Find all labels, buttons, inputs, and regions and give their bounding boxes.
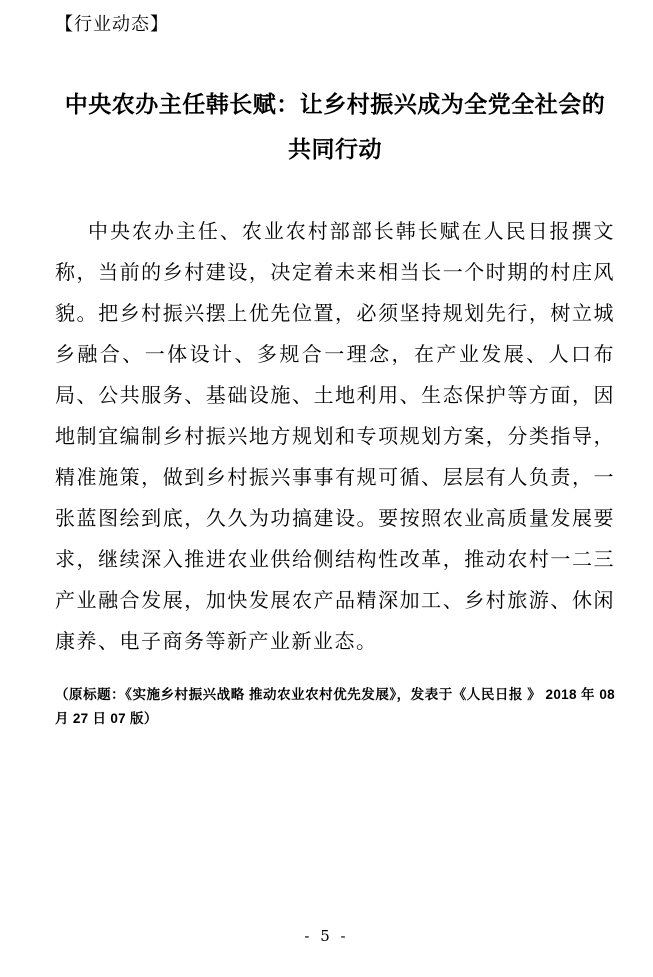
page-number: - 5 - xyxy=(304,927,349,945)
section-tag: 【行业动态】 xyxy=(55,14,169,34)
article-body-paragraph: 中央农办主任、农业农村部部长韩长赋在人民日报撰文称，当前的乡村建设，决定着未来相当长一个时期的村庄风貌。把乡村振兴摆上优先位置，必须坚持规划先行，树立城乡融合、一体设计、多规合一理念，在产业发展、人口布局、公共服务、基础设施、土地利用、生态保护等方面，因地制宜编制乡村振兴地方规划和专项规划方案，分类指导，精准施策，做到乡村振兴事事有规可循、层层有人负责，一张蓝图绘到底，久久为功搞建设。要按照农业高质量发展要求，继续深入推进农业供给侧结构性改革，推动农村一二三产业融合发展，加快发展农产品精深加工、乡村旅游、休闲康养、电子商务等新产业新业态。 xyxy=(55,221,615,653)
source-note: （原标题：《实施乡村振兴战略 推动农业农村优先发展》，发表于《人民日报 》 2018 年 08 月 27 日 07 版） xyxy=(55,687,615,726)
article-title: 中央农办主任韩长赋：让乡村振兴成为全党全社会的共同行动 xyxy=(64,92,606,162)
document-content xyxy=(55,10,615,731)
